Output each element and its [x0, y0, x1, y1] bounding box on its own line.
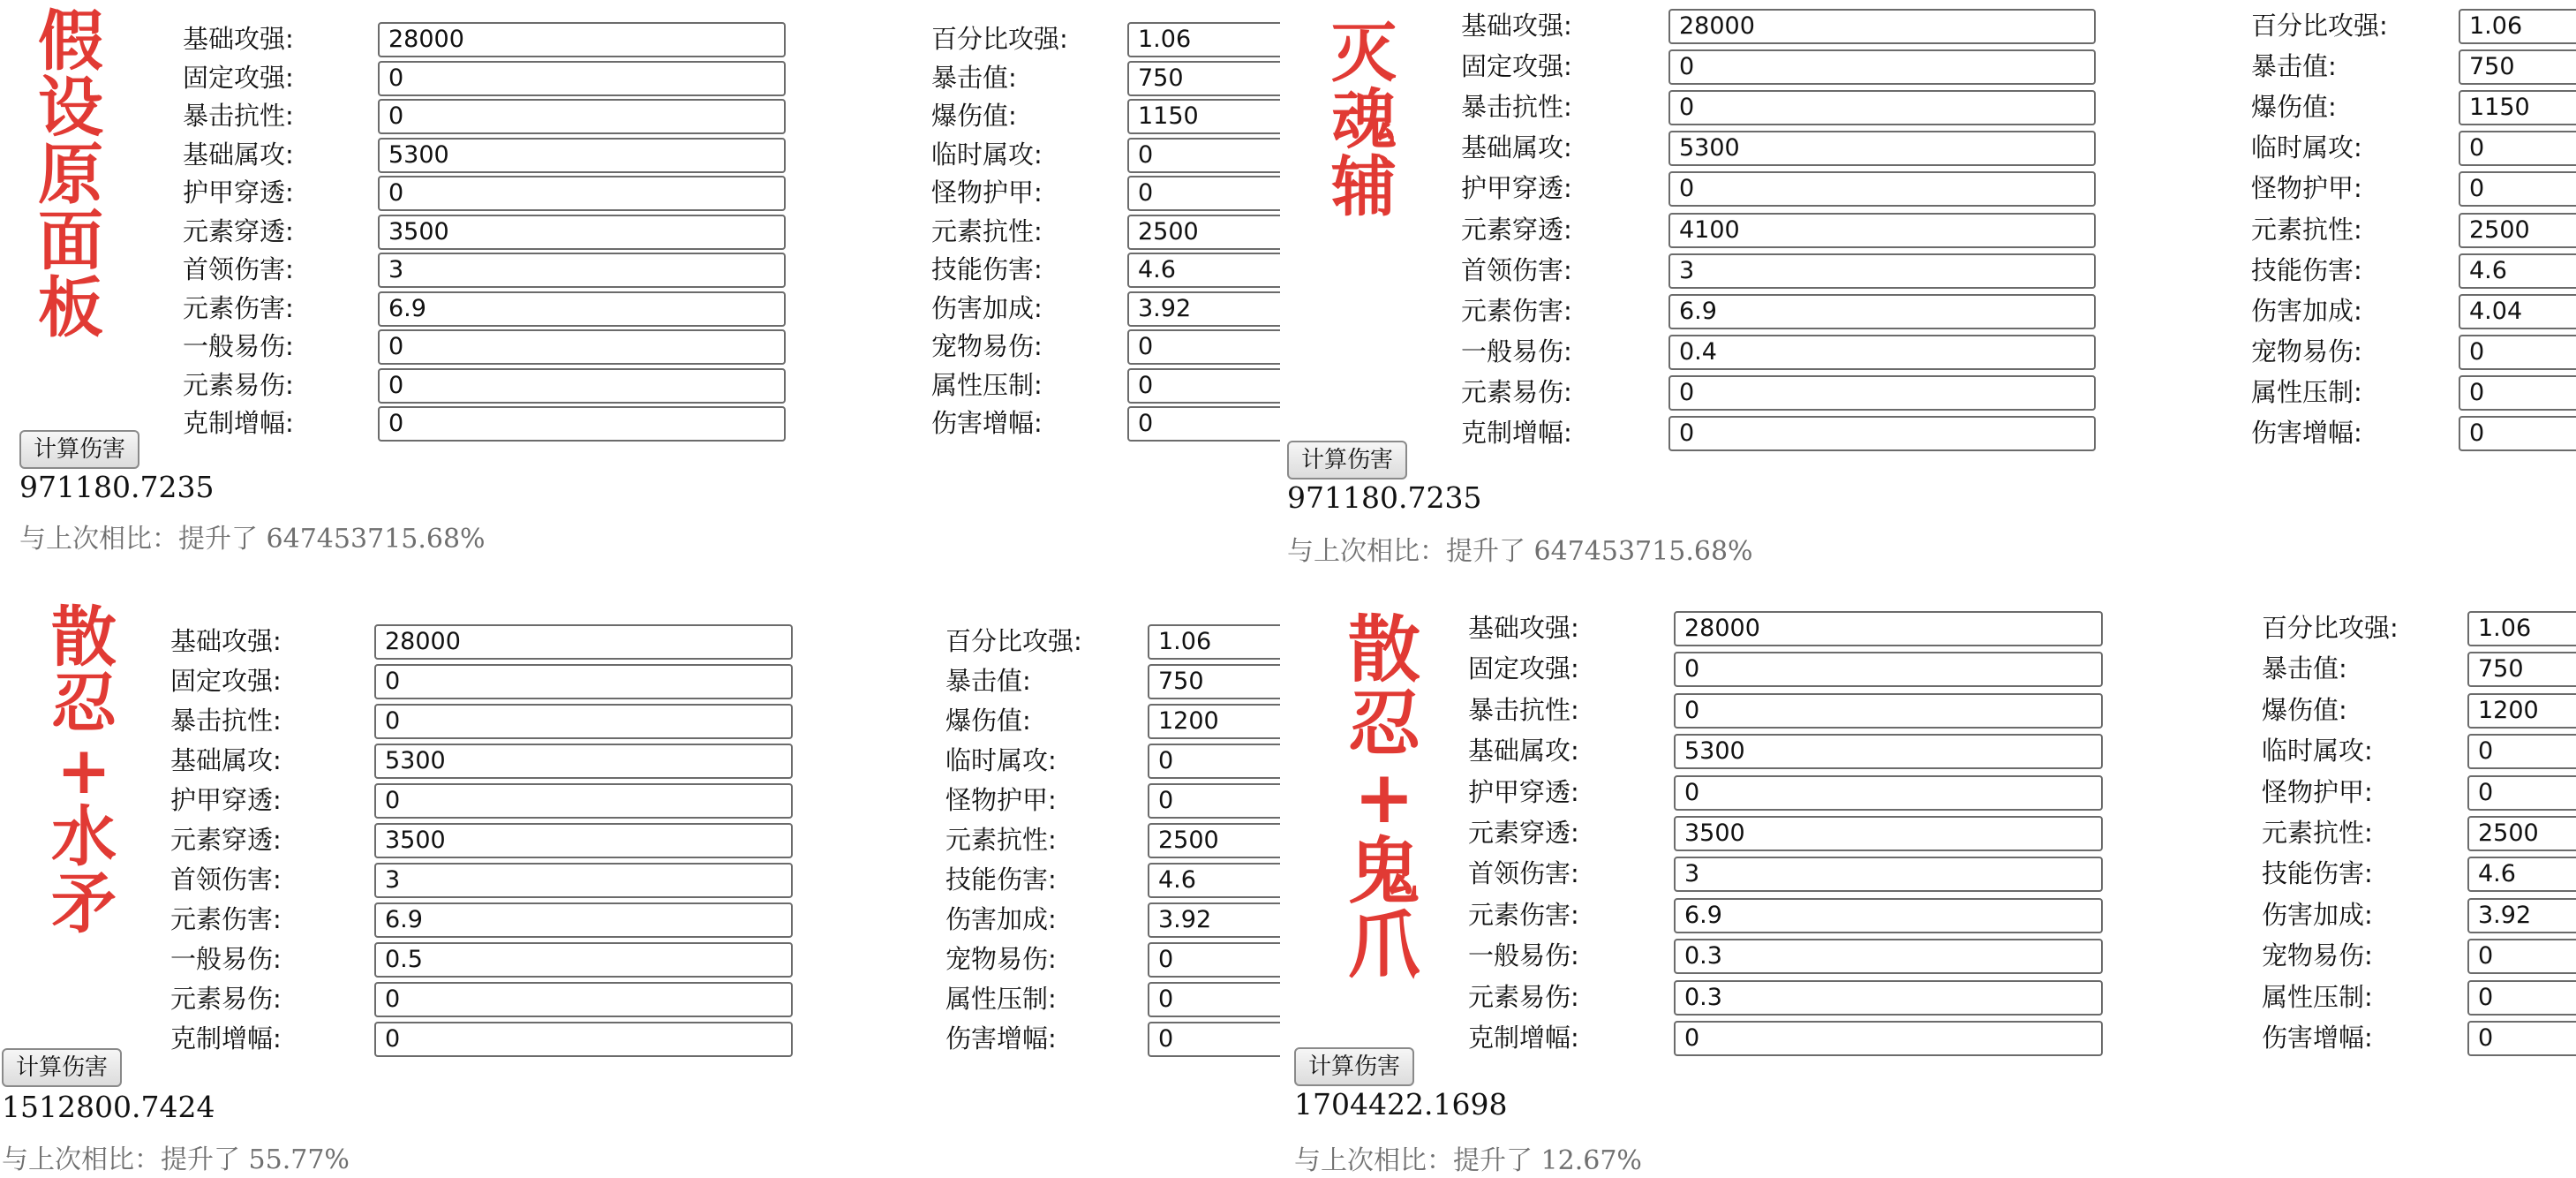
field-input[interactable]: 0 [1127, 406, 1280, 442]
field-input[interactable]: 0 [1148, 942, 1280, 978]
field-input[interactable]: 0 [378, 406, 786, 442]
field-input[interactable]: 0 [378, 61, 786, 96]
build-label-char: 散 [1347, 608, 1420, 692]
field-input[interactable]: 4.6 [1127, 253, 1280, 288]
field-label: 技能伤害: [2262, 858, 2373, 889]
field-label: 一般易伤: [1461, 336, 1572, 366]
field-label: 元素易伤: [183, 369, 294, 400]
field-input[interactable]: 1.06 [1127, 22, 1280, 57]
build-label-char: + [56, 732, 111, 809]
field-label: 一般易伤: [170, 944, 282, 974]
field-label: 固定攻强: [1461, 51, 1572, 82]
field-input[interactable]: 0 [374, 1022, 793, 1057]
field-input[interactable]: 0 [1127, 368, 1280, 404]
field-input[interactable]: 0 [2459, 416, 2576, 451]
field-input[interactable]: 0 [1668, 49, 2096, 85]
field-label: 元素伤害: [170, 904, 282, 934]
field-label: 护甲穿透: [170, 785, 282, 815]
field-label: 首领伤害: [183, 254, 294, 284]
field-label: 怪物护甲: [945, 785, 1057, 815]
field-input[interactable]: 1.06 [2467, 611, 2576, 646]
field-input[interactable]: 0 [374, 664, 793, 699]
field-input[interactable]: 3.92 [1148, 902, 1280, 938]
field-input[interactable]: 0.4 [1668, 335, 2096, 370]
field-input[interactable]: 0 [1668, 416, 2096, 451]
field-label: 宠物易伤: [2262, 940, 2373, 971]
field-label: 宠物易伤: [931, 331, 1043, 361]
comparison-text: 与上次相比：提升了 647453715.68% [19, 524, 486, 555]
field-label: 伤害加成: [945, 904, 1057, 934]
field-input[interactable]: 0 [2459, 335, 2576, 370]
field-input[interactable]: 3500 [378, 215, 786, 250]
field-input[interactable]: 3.92 [2467, 898, 2576, 933]
build-label-char: 灭 [1331, 15, 1397, 91]
field-label: 暴击值: [931, 62, 1017, 93]
field-label: 元素抗性: [2251, 214, 2362, 245]
field-input[interactable]: 0 [2467, 980, 2576, 1016]
field-input[interactable]: 0 [2467, 775, 2576, 811]
field-label: 克制增幅: [1468, 1023, 1579, 1053]
field-label: 百分比攻强: [2262, 613, 2399, 643]
field-input[interactable]: 0 [1674, 693, 2103, 729]
field-input[interactable]: 0 [378, 99, 786, 134]
field-input[interactable]: 0 [378, 176, 786, 211]
field-input[interactable]: 0 [1674, 652, 2103, 687]
field-input[interactable]: 6.9 [1674, 898, 2103, 933]
field-input[interactable]: 0 [374, 704, 793, 739]
comparison-text: 与上次相比：提升了 12.67% [1294, 1145, 1642, 1176]
field-input[interactable]: 0.3 [1674, 980, 2103, 1016]
field-label: 属性压制: [2262, 981, 2373, 1012]
field-label: 暴击值: [2262, 653, 2347, 684]
field-label: 元素穿透: [183, 215, 294, 246]
field-label: 元素穿透: [1468, 818, 1579, 848]
calculate-damage-button[interactable]: 计算伤害 [19, 430, 139, 469]
field-label: 暴击值: [2251, 51, 2337, 82]
calculate-damage-button[interactable]: 计算伤害 [1287, 441, 1407, 480]
build-label-char: 散 [51, 600, 117, 676]
calculator-panel [1280, 0, 2576, 589]
field-label: 暴击值: [945, 666, 1031, 696]
field-label: 怪物护甲: [2262, 776, 2373, 807]
build-label [1340, 608, 1428, 988]
field-label: 首领伤害: [1468, 858, 1579, 889]
field-label: 属性压制: [945, 984, 1057, 1014]
field-input[interactable]: 5300 [378, 138, 786, 173]
field-label: 元素抗性: [2262, 818, 2373, 848]
field-label: 基础属攻: [170, 745, 282, 775]
field-input[interactable]: 1150 [1127, 99, 1280, 134]
calculator-panel [0, 589, 1280, 1178]
field-input[interactable]: 0 [1668, 171, 2096, 207]
field-input[interactable]: 2500 [1127, 215, 1280, 250]
build-label-char: 设 [38, 70, 103, 147]
comparison-text: 与上次相比：提升了 647453715.68% [1287, 536, 1753, 567]
damage-result: 1704422.1698 [1294, 1087, 1508, 1121]
field-input[interactable]: 1200 [1148, 704, 1280, 739]
field-label: 百分比攻强: [945, 626, 1082, 656]
field-label: 克制增幅: [1461, 418, 1572, 448]
field-label: 基础属攻: [183, 139, 294, 170]
field-label: 元素易伤: [170, 984, 282, 1014]
field-label: 基础攻强: [170, 626, 282, 656]
field-label: 宠物易伤: [2251, 336, 2362, 366]
field-label: 技能伤害: [945, 865, 1057, 895]
field-label: 爆伤值: [2262, 694, 2347, 725]
field-input[interactable]: 0 [1668, 375, 2096, 411]
field-label: 爆伤值: [931, 101, 1017, 131]
field-input[interactable]: 3.92 [1127, 291, 1280, 327]
field-input[interactable]: 1150 [2459, 90, 2576, 125]
field-input[interactable]: 0 [2459, 131, 2576, 166]
calculate-damage-button[interactable]: 计算伤害 [2, 1048, 122, 1087]
field-input[interactable]: 5300 [374, 744, 793, 779]
build-label [1324, 15, 1404, 226]
calculate-damage-button[interactable]: 计算伤害 [1294, 1047, 1414, 1086]
field-label: 技能伤害: [2251, 254, 2362, 285]
field-label: 首领伤害: [1461, 254, 1572, 285]
field-label: 属性压制: [2251, 376, 2362, 407]
field-label: 怪物护甲: [2251, 173, 2362, 204]
field-label: 伤害增幅: [931, 408, 1043, 438]
field-input[interactable]: 6.9 [1668, 294, 2096, 329]
field-input[interactable]: 750 [2467, 652, 2576, 687]
field-input[interactable]: 0 [1674, 775, 2103, 811]
field-label: 固定攻强: [183, 62, 294, 93]
field-label: 克制增幅: [183, 408, 294, 438]
build-label-char: 矛 [51, 865, 117, 942]
field-input[interactable]: 0 [1148, 982, 1280, 1017]
field-input[interactable]: 0 [374, 982, 793, 1017]
field-input[interactable]: 3500 [1674, 816, 2103, 851]
build-label-char: + [1353, 756, 1415, 841]
field-input[interactable]: 3 [1668, 253, 2096, 289]
field-label: 克制增幅: [170, 1023, 282, 1053]
comparison-text: 与上次相比：提升了 55.77% [2, 1144, 350, 1175]
field-input[interactable]: 0 [2467, 939, 2576, 974]
field-input[interactable]: 0 [1674, 1021, 2103, 1056]
field-input[interactable]: 750 [2459, 49, 2576, 85]
field-input[interactable]: 0 [1127, 176, 1280, 211]
field-label: 基础攻强: [183, 24, 294, 54]
field-label: 首领伤害: [170, 865, 282, 895]
field-label: 元素易伤: [1461, 376, 1572, 407]
field-input[interactable]: 4.04 [2459, 294, 2576, 329]
build-label-char: 板 [38, 269, 103, 346]
field-label: 技能伤害: [931, 254, 1043, 284]
field-input[interactable]: 0 [1148, 783, 1280, 819]
field-label: 一般易伤: [1468, 940, 1579, 971]
field-input[interactable]: 0 [378, 368, 786, 404]
build-label [31, 4, 110, 346]
field-label: 基础属攻: [1468, 736, 1579, 766]
field-label: 爆伤值: [2251, 92, 2337, 123]
field-label: 属性压制: [931, 369, 1043, 400]
field-input[interactable]: 4.6 [1148, 863, 1280, 898]
field-input[interactable]: 28000 [1674, 611, 2103, 646]
field-label: 元素穿透: [1461, 214, 1572, 245]
field-label: 元素抗性: [931, 215, 1043, 246]
field-label: 元素易伤: [1468, 981, 1579, 1012]
field-input[interactable]: 0 [2459, 375, 2576, 411]
field-input[interactable]: 28000 [374, 624, 793, 660]
build-label-char: 面 [38, 203, 103, 280]
field-input[interactable]: 5300 [1674, 734, 2103, 769]
damage-result: 1512800.7424 [2, 1090, 215, 1124]
field-label: 暴击抗性: [1468, 694, 1579, 725]
build-label-char: 辅 [1331, 149, 1397, 226]
build-label-char: 假 [38, 4, 103, 79]
field-input[interactable]: 4100 [1668, 213, 2096, 248]
field-input[interactable]: 4.6 [2459, 253, 2576, 289]
field-label: 宠物易伤: [945, 944, 1057, 974]
field-input[interactable]: 0 [2467, 1021, 2576, 1056]
field-label: 伤害加成: [931, 292, 1043, 323]
field-input[interactable]: 0 [1148, 744, 1280, 779]
field-label: 固定攻强: [170, 666, 282, 696]
field-input[interactable]: 28000 [1668, 9, 2096, 44]
build-label [44, 600, 124, 942]
field-input[interactable]: 6.9 [378, 291, 786, 327]
build-label-char: 忍 [51, 666, 117, 743]
field-label: 伤害加成: [2251, 295, 2362, 326]
field-input[interactable]: 2500 [2459, 213, 2576, 248]
build-label-char: 忍 [1347, 682, 1420, 766]
field-label: 一般易伤: [183, 331, 294, 361]
build-label-char: 水 [51, 799, 117, 876]
build-label-char: 爪 [1347, 903, 1420, 988]
field-input[interactable]: 0.5 [374, 942, 793, 978]
field-input[interactable]: 6.9 [374, 902, 793, 938]
field-label: 基础攻强: [1461, 11, 1572, 41]
field-input[interactable]: 1200 [2467, 693, 2576, 729]
field-input[interactable]: 4.6 [2467, 857, 2576, 892]
build-label-char: 鬼 [1347, 829, 1420, 914]
build-label-char: 原 [38, 136, 103, 213]
field-input[interactable]: 0 [378, 329, 786, 365]
field-label: 元素伤害: [183, 292, 294, 323]
field-label: 伤害增幅: [2262, 1023, 2373, 1053]
field-input[interactable]: 2500 [1148, 823, 1280, 858]
field-label: 元素伤害: [1461, 295, 1572, 326]
field-label: 基础属攻: [1461, 132, 1572, 163]
field-label: 怪物护甲: [931, 177, 1043, 208]
field-input[interactable]: 0 [1127, 329, 1280, 365]
field-label: 临时属攻: [945, 745, 1057, 775]
field-label: 爆伤值: [945, 706, 1031, 736]
field-label: 元素穿透: [170, 825, 282, 855]
field-label: 护甲穿透: [1468, 776, 1579, 807]
field-label: 临时属攻: [931, 139, 1043, 170]
field-label: 固定攻强: [1468, 653, 1579, 684]
field-label: 护甲穿透: [183, 177, 294, 208]
field-input[interactable]: 3 [1674, 857, 2103, 892]
field-label: 临时属攻: [2262, 736, 2373, 766]
field-input[interactable]: 0.3 [1674, 939, 2103, 974]
damage-result: 971180.7235 [19, 470, 215, 504]
field-label: 伤害增幅: [945, 1023, 1057, 1053]
field-input[interactable]: 0 [2459, 171, 2576, 207]
field-label: 暴击抗性: [1461, 92, 1572, 123]
field-label: 元素伤害: [1468, 899, 1579, 930]
field-input[interactable]: 0 [1668, 90, 2096, 125]
calculator-panel [1280, 589, 2576, 1178]
field-input[interactable]: 3 [378, 253, 786, 288]
field-input[interactable]: 750 [1148, 664, 1280, 699]
field-label: 暴击抗性: [170, 706, 282, 736]
build-label-char: 魂 [1331, 82, 1397, 159]
field-label: 百分比攻强: [931, 24, 1068, 54]
calculator-panel [0, 0, 1280, 589]
field-label: 临时属攻: [2251, 132, 2362, 163]
field-input[interactable]: 3 [374, 863, 793, 898]
field-label: 伤害增幅: [2251, 418, 2362, 448]
field-input[interactable]: 3500 [374, 823, 793, 858]
field-input[interactable]: 28000 [378, 22, 786, 57]
field-input[interactable]: 0 [1148, 1022, 1280, 1057]
field-input[interactable]: 1.06 [1148, 624, 1280, 660]
field-label: 百分比攻强: [2251, 11, 2388, 41]
field-input[interactable]: 1.06 [2459, 9, 2576, 44]
field-input[interactable]: 750 [1127, 61, 1280, 96]
field-input[interactable]: 0 [374, 783, 793, 819]
field-input[interactable]: 0 [2467, 734, 2576, 769]
field-label: 伤害加成: [2262, 899, 2373, 930]
field-label: 元素抗性: [945, 825, 1057, 855]
field-input[interactable]: 0 [1127, 138, 1280, 173]
damage-result: 971180.7235 [1287, 480, 1482, 515]
field-label: 护甲穿透: [1461, 173, 1572, 204]
field-label: 暴击抗性: [183, 101, 294, 131]
field-label: 基础攻强: [1468, 613, 1579, 643]
field-input[interactable]: 2500 [2467, 816, 2576, 851]
field-input[interactable]: 5300 [1668, 131, 2096, 166]
